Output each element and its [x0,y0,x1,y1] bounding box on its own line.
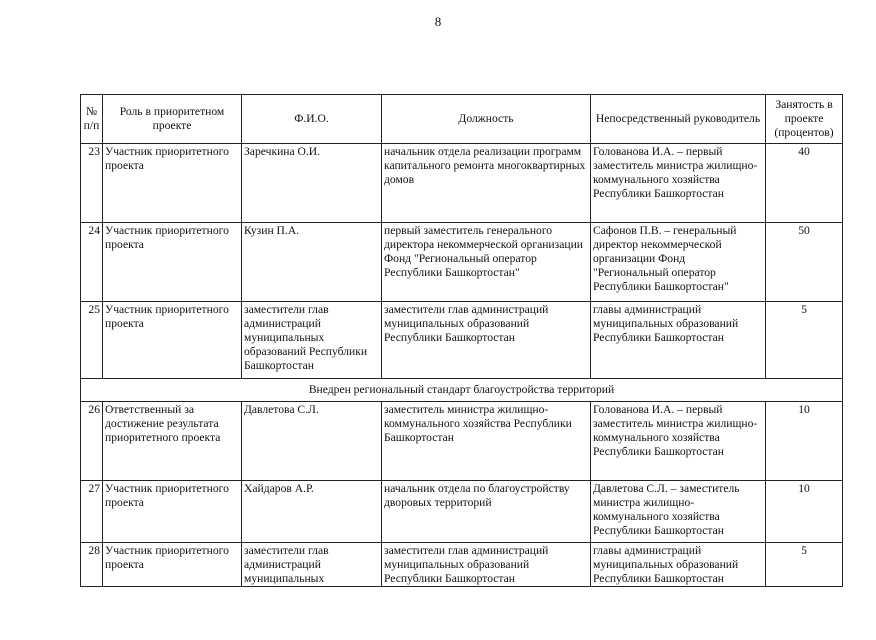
table-header-row [81,95,843,144]
column-header-share: Занятость в проекте (процентов) [766,95,843,144]
participants-table [80,94,843,587]
column-header-name: Ф.И.О. [242,95,382,144]
table-row [81,402,843,481]
column-header-role: Роль в приоритетном проекте [103,95,242,144]
row-manager: Голованова И.А. – первый заместитель министра жилищно-коммунального хозяйства Республики Башкортостан [591,402,766,481]
row-number: 24 [81,223,103,302]
row-role: Участник приоритетного проекта [103,481,242,543]
column-header-position: Должность [382,95,591,144]
row-number: 27 [81,481,103,543]
row-role: Участник приоритетного проекта [103,543,242,587]
row-share: 10 [766,481,843,543]
row-name: заместители глав администраций муниципальных образований Республики Башкортостан [242,302,382,379]
row-role: Участник приоритетного проекта [103,223,242,302]
table-row [81,543,843,587]
row-number: 23 [81,144,103,223]
row-name: Хайдаров А.Р. [242,481,382,543]
row-role: Участник приоритетного проекта [103,144,242,223]
section-title: Внедрен региональный стандарт благоустройства территорий [81,379,843,402]
row-manager: главы администраций муниципальных образований Республики Башкортостан [591,302,766,379]
row-share: 10 [766,402,843,481]
column-header-manager: Непосредственный руководитель [591,95,766,144]
row-share: 5 [766,543,843,587]
row-number: 25 [81,302,103,379]
row-position: заместители глав администраций муниципальных образований Республики Башкортостан [382,302,591,379]
row-name: Давлетова С.Л. [242,402,382,481]
row-number: 26 [81,402,103,481]
page-number: 8 [434,14,442,29]
row-number: 28 [81,543,103,587]
row-name: заместители глав администраций муниципальных [242,543,382,587]
row-position: заместители глав администраций муниципальных образований Республики Башкортостан [382,543,591,587]
row-manager: Сафонов П.В. – генеральный директор некоммерческой организации Фонд "Региональный оператор Республики Башкортостан" [591,223,766,302]
table-row [81,144,843,223]
row-role: Участник приоритетного проекта [103,302,242,379]
row-manager: Давлетова С.Л. – заместитель министра жилищно-коммунального хозяйства Республики Башкортостан [591,481,766,543]
row-position: начальник отдела реализации программ капитального ремонта многоквартирных домов [382,144,591,223]
row-role: Ответственный за достижение результата приоритетного проекта [103,402,242,481]
section-row [81,379,843,402]
table-row [81,481,843,543]
row-share: 50 [766,223,843,302]
row-share: 5 [766,302,843,379]
row-position: заместитель министра жилищно-коммунального хозяйства Республики Башкортостан [382,402,591,481]
row-share: 40 [766,144,843,223]
row-manager: Голованова И.А. – первый заместитель министра жилищно-коммунального хозяйства Республики Башкортостан [591,144,766,223]
row-name: Кузин П.А. [242,223,382,302]
column-header-number: № п/п [81,95,103,144]
table-row [81,223,843,302]
table-row [81,302,843,379]
row-manager: главы администраций муниципальных образований Республики Башкортостан [591,543,766,587]
row-position: первый заместитель генерального директора некоммерческой организации Фонд "Региональный оператор Республики Башкортостан" [382,223,591,302]
row-position: начальник отдела по благоустройству дворовых территорий [382,481,591,543]
row-name: Заречкина О.И. [242,144,382,223]
